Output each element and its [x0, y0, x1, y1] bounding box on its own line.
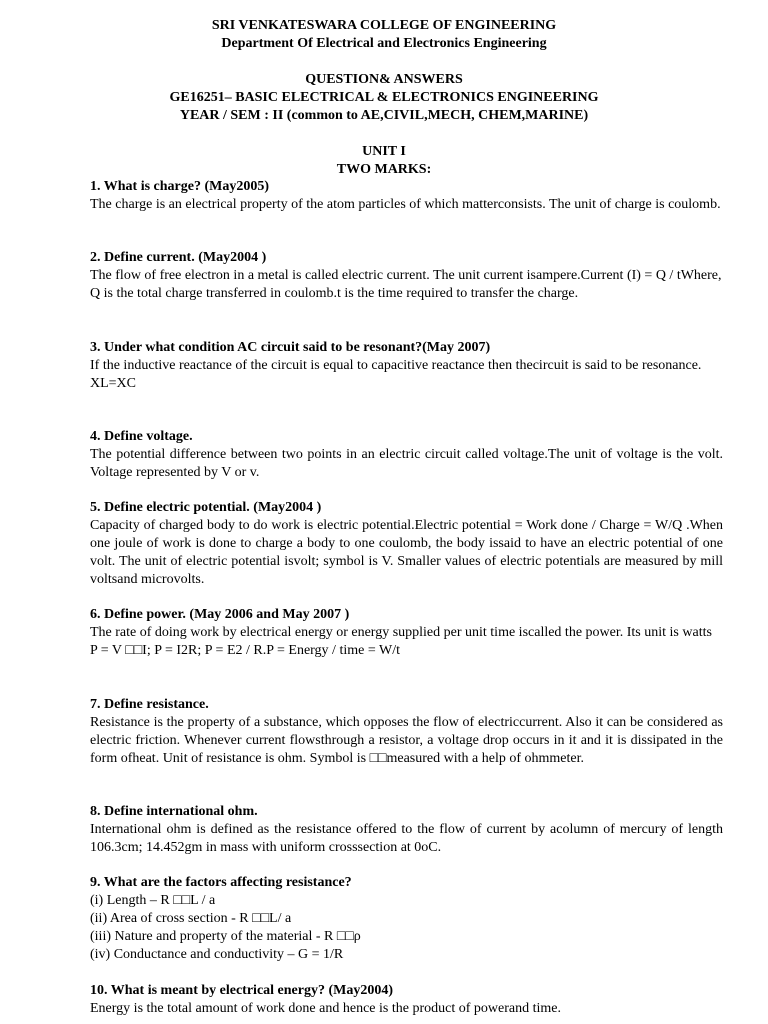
- factor-item: (i) Length – R □□L / a: [90, 893, 216, 908]
- college-name: SRI VENKATESWARA COLLEGE OF ENGINEERING: [211, 18, 557, 33]
- question-title: 4. Define voltage.: [90, 429, 193, 444]
- factor-item: (ii) Area of cross section - R □□L/ a: [90, 911, 292, 926]
- document-type: QUESTION& ANSWERS: [305, 72, 463, 87]
- question-6: [90, 606, 723, 660]
- question-8: [90, 803, 723, 857]
- question-1: [90, 178, 723, 214]
- question-title: 10. What is meant by electrical energy? (May2004): [90, 983, 394, 998]
- answer-text: Capacity of charged body to do work is electric potential.Electric potential = Work done / Charge = W/Q .When one joule of work is done to charge a body to one coulomb, the body issaid to have an electric potential of one volt. The unit of electric potential isvolt; symbol is V. Smaller values of electric potentials are measured by mill voltsand microvolts.: [90, 518, 723, 587]
- answer-text: If the inductive reactance of the circuit is equal to capacitive reactance then thecircuit is said to be resonance.: [90, 358, 702, 373]
- unit-heading: UNIT I: [362, 144, 406, 159]
- answer-text: Q is the total charge transferred in coulomb.t is the time required to transfer the charge.: [90, 286, 579, 301]
- question-9: [90, 874, 723, 964]
- question-title: 3. Under what condition AC circuit said to be resonant?(May 2007): [90, 340, 491, 355]
- factor-item: (iii) Nature and property of the material - R □□ρ: [90, 929, 361, 944]
- question-7: [90, 696, 723, 768]
- course-title: GE16251– BASIC ELECTRICAL & ELECTRONICS ENGINEERING: [169, 90, 599, 105]
- answer-text: Resistance is the property of a substance, which opposes the flow of electriccurrent. Also it can be considered as electric friction. Whenever current flowsthrough a resistor, a voltage drop occurs in it and it is dissipated in the form ofheat. Unit of resistance is ohm. Symbol is □□measured with a help of ohmmeter.: [90, 715, 723, 766]
- question-title: 2. Define current. (May2004 ): [90, 250, 267, 265]
- question-3: [90, 339, 723, 393]
- factor-item: (iv) Conductance and conductivity – G = 1/R: [90, 947, 344, 962]
- answer-text: The potential difference between two points in an electric circuit called voltage.The unit of voltage is the volt. Voltage represented by V or v.: [90, 447, 723, 480]
- formula: P = V □□I; P = I2R; P = E2 / R.P = Energy / time = W/t: [90, 643, 400, 658]
- question-title: 6. Define power. (May 2006 and May 2007 ): [90, 607, 350, 622]
- section-heading: TWO MARKS:: [336, 162, 432, 177]
- question-title: 1. What is charge? (May2005): [90, 179, 269, 194]
- question-title: 9. What are the factors affecting resistance?: [90, 875, 352, 890]
- answer-text: International ohm is defined as the resistance offered to the flow of current by acolumn of mercury of length 106.3cm; 14.452gm in mass with uniform crosssection at 0oC.: [90, 822, 723, 855]
- question-4: [90, 428, 723, 482]
- department-name: Department Of Electrical and Electronics Engineering: [221, 36, 547, 51]
- formula: XL=XC: [90, 376, 137, 391]
- question-title: 8. Define international ohm.: [90, 804, 258, 819]
- question-5: [90, 499, 723, 589]
- question-title: 7. Define resistance.: [90, 697, 209, 712]
- question-10: [90, 982, 723, 1018]
- year-semester: YEAR / SEM : II (common to AE,CIVIL,MECH, CHEM,MARINE): [179, 108, 589, 123]
- question-title: 5. Define electric potential. (May2004 ): [90, 500, 322, 515]
- question-2: [90, 249, 723, 303]
- answer-text: The charge is an electrical property of the atom particles of which matterconsists. The unit of charge is coulomb.: [90, 197, 721, 212]
- answer-text: The rate of doing work by electrical energy or energy supplied per unit time iscalled the power. Its unit is watts: [90, 625, 712, 640]
- answer-text: The flow of free electron in a metal is called electric current. The unit current isampere.Current (I) = Q / tWhere,: [90, 268, 722, 283]
- answer-text: Energy is the total amount of work done and hence is the product of powerand time.: [90, 1001, 561, 1016]
